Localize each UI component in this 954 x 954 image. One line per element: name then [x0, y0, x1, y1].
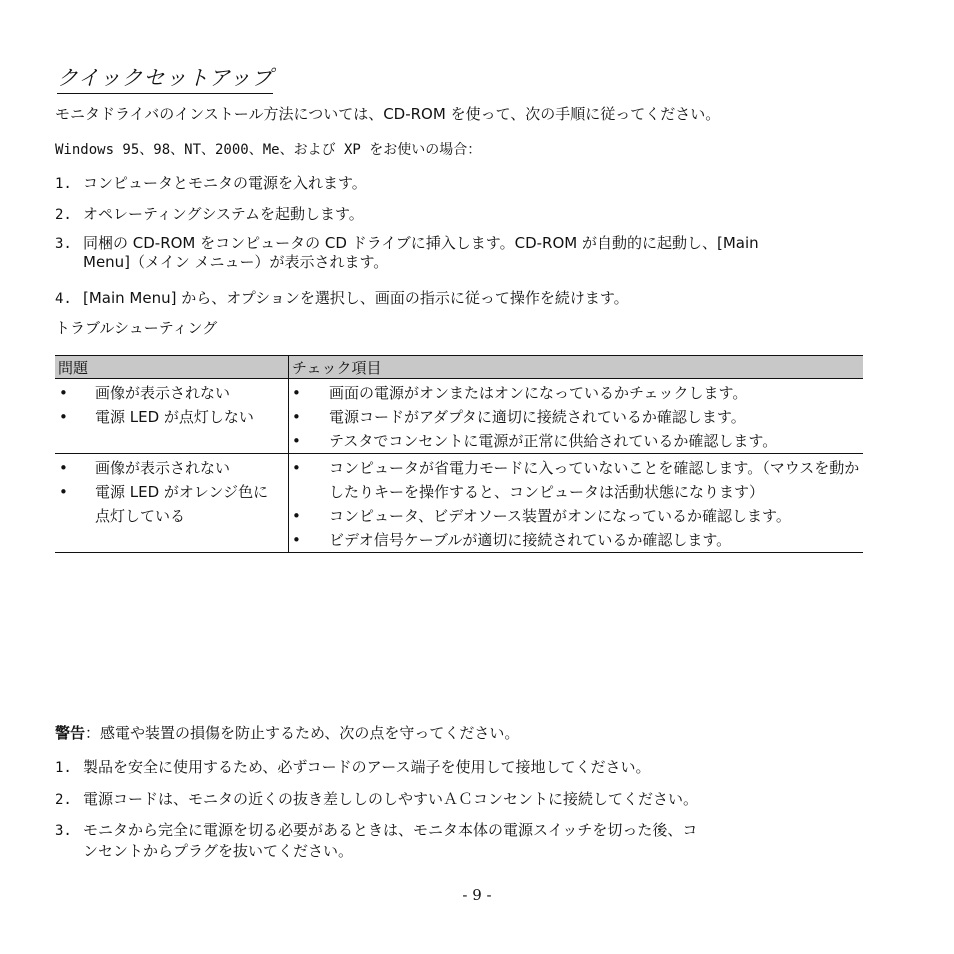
check-item: • 画面の電源がオンまたはオンになっているかチェックします。 [289, 381, 863, 405]
problem-item: • 画像が表示されない [55, 381, 288, 405]
step-number: 3. [55, 236, 72, 252]
step-number: 3. [55, 823, 72, 839]
header-check: チェック項目 [289, 356, 864, 379]
troubleshooting-heading: トラブルシューティング [55, 319, 218, 337]
step-4 [55, 287, 629, 308]
step-text: [Main Menu] から、オプションを選択し、画面の指示に従って操作を続けます。 [83, 289, 629, 307]
step-3 [55, 234, 759, 271]
page-number: - 9 - [462, 886, 492, 904]
step-text: オペレーティングシステムを起動します。 [83, 205, 364, 223]
step-text: モニタから完全に電源を切る必要があるときは、モニタ本体の電源スイッチを切った後、コ [83, 821, 698, 839]
step-text-continued: ンセントからプラグを抜いてください。 [83, 842, 354, 860]
table-row [55, 454, 863, 553]
check-item: • ビデオ信号ケーブルが適切に接続されているか確認します。 [289, 528, 863, 552]
step-2 [55, 203, 364, 224]
page-title: クイックセットアップ [57, 62, 273, 94]
check-item: • コンピュータ、ビデオソース装置がオンになっているか確認します。 [289, 504, 863, 528]
step-text: コンピュータとモニタの電源を入れます。 [83, 174, 367, 192]
table-row [55, 379, 863, 454]
step-number: 4. [55, 291, 72, 307]
step-number: 2. [55, 207, 72, 223]
step-text: 製品を安全に使用するため、必ずコードのアース端子を使用して接地してください。 [83, 758, 651, 776]
warning-line [55, 722, 519, 743]
troubleshooting-table [55, 355, 863, 553]
check-cell [289, 454, 864, 553]
problem-cell [55, 379, 289, 454]
step-text: 電源コードは、モニタの近くの抜き差ししのしやすいＡＣコンセントに接続してください。 [83, 790, 699, 808]
step-number: 1. [55, 760, 72, 776]
problem-item: • 画像が表示されない [55, 456, 288, 480]
step-text: 同梱の CD-ROM をコンピュータの CD ドライブに挿入します。CD-ROM が自動的に起動し、[Main [83, 234, 759, 252]
problem-item: • 電源 LED が点灯しない [55, 405, 275, 429]
warning-step-1 [55, 756, 650, 777]
check-item: • テスタでコンセントに電源が正常に供給されているか確認します。 [289, 429, 863, 453]
warning-step-3 [55, 820, 697, 861]
check-item: • 電源コードがアダプタに適切に接続されているか確認します。 [289, 405, 863, 429]
check-cell [289, 379, 864, 454]
table-header-row [55, 356, 863, 379]
warning-label: 警告 [55, 724, 86, 742]
warning-step-2 [55, 788, 698, 809]
problem-cell [55, 454, 289, 553]
check-item: • コンピュータが省電力モードに入っていないことを確認します。（マウスを動かしたりキーを操作すると、コンピュータは活動状態になります） [289, 456, 863, 504]
step-1 [55, 172, 367, 193]
intro-text: モニタドライバのインストール方法については、CD-ROM を使って、次の手順に従ってください。 [55, 105, 721, 123]
os-line: Windows 95、98、NT、2000、Me、および XP をお使いの場合： [55, 142, 482, 158]
warning-text: ：感電や装置の損傷を防止するため、次の点を守ってください。 [85, 724, 520, 742]
header-problem: 問題 [55, 356, 289, 379]
step-text-continued: Menu]（メイン メニュー）が表示されます。 [83, 253, 389, 271]
problem-item: • 電源 LED がオレンジ色に点灯している [55, 480, 275, 528]
step-number: 1. [55, 176, 72, 192]
step-number: 2. [55, 792, 72, 808]
